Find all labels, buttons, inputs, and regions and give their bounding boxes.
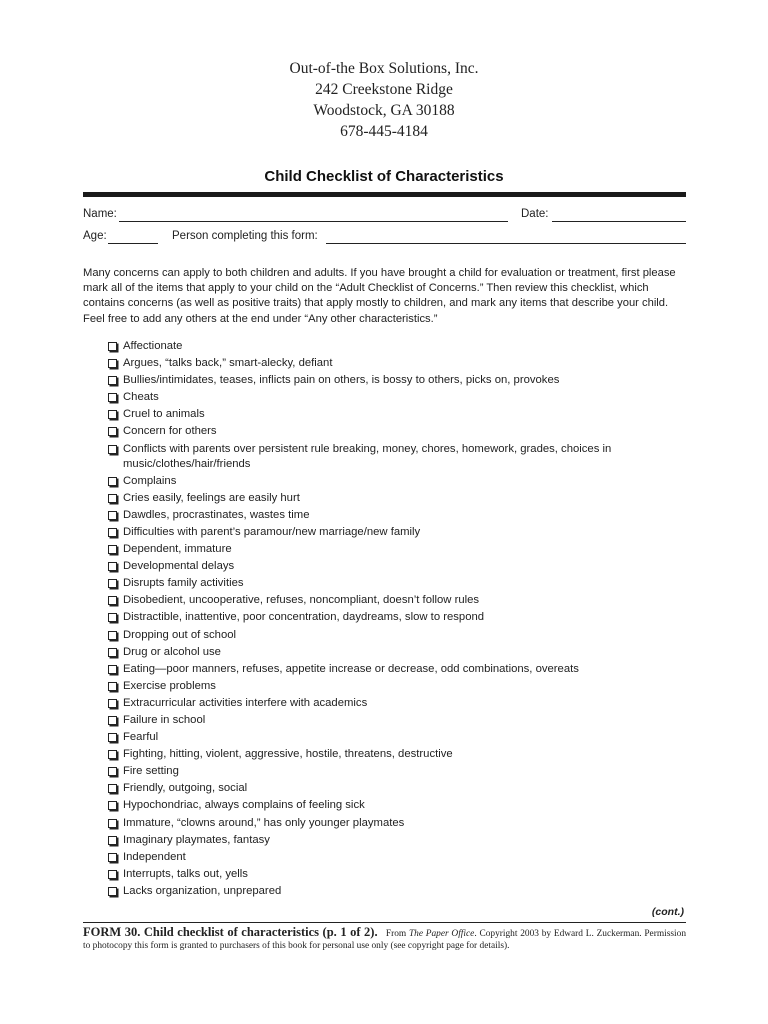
checklist-item: [107, 442, 667, 472]
checklist-item: [107, 593, 667, 608]
checklist-item-label: Cheats: [123, 391, 159, 404]
checklist-item: [107, 508, 667, 523]
checklist-item-label: Hypochondriac, always complains of feeling sick: [123, 799, 365, 812]
checkbox[interactable]: [108, 853, 117, 862]
checklist-item-label: Conflicts with parents over persistent rule breaking, money, chores, homework, grades, choices in music/clothes/hair/friends: [123, 442, 612, 470]
checklist-item: [107, 474, 667, 489]
checkbox[interactable]: [108, 767, 117, 776]
checklist-item-label: Drug or alcohol use: [123, 645, 221, 658]
checklist-item-label: Disrupts family activities: [123, 577, 244, 590]
name-date-row: [83, 208, 686, 226]
checkbox[interactable]: [108, 427, 117, 436]
checklist-item-label: Dawdles, procrastinates, wastes time: [123, 508, 310, 521]
checkbox[interactable]: [108, 750, 117, 759]
checklist-item-label: Fighting, hitting, violent, aggressive, hostile, threatens, destructive: [123, 748, 453, 761]
checklist-item: [107, 610, 667, 625]
checklist-item: [107, 884, 667, 899]
checklist-item-label: Argues, “talks back,” smart-alecky, defiant: [123, 357, 333, 370]
checklist-item-label: Failure in school: [123, 713, 206, 726]
checkbox[interactable]: [108, 613, 117, 622]
checklist-item-label: Lacks organization, unprepared: [123, 884, 282, 897]
checklist-item: [107, 764, 667, 779]
checklist-item: [107, 559, 667, 574]
checklist-item: [107, 781, 667, 796]
checkbox[interactable]: [108, 359, 117, 368]
footer-rule: [83, 922, 686, 923]
checklist-item: [107, 542, 667, 557]
checklist-item-label: Fearful: [123, 731, 159, 744]
checkbox[interactable]: [108, 393, 117, 402]
checklist-item: [107, 696, 667, 711]
checkbox[interactable]: [108, 801, 117, 810]
checkbox[interactable]: [108, 682, 117, 691]
checklist-item-label: Dependent, immature: [123, 543, 232, 556]
checklist-item-label: Extracurricular activities interfere with academics: [123, 696, 368, 709]
date-field[interactable]: [552, 221, 686, 222]
age-person-row: [83, 230, 686, 248]
age-field[interactable]: [108, 243, 158, 244]
checklist-item: [107, 424, 667, 439]
checkbox[interactable]: [108, 342, 117, 351]
title-rule: [83, 192, 686, 197]
book-title: The Paper Office: [408, 929, 475, 939]
checkbox[interactable]: [108, 528, 117, 537]
checklist-item-label: Cries easily, feelings are easily hurt: [123, 491, 300, 504]
checkbox[interactable]: [108, 596, 117, 605]
checklist-item-label: Difficulties with parent’s paramour/new marriage/new family: [123, 525, 421, 538]
checklist-item: [107, 645, 667, 660]
checkbox[interactable]: [108, 579, 117, 588]
checklist-item-label: Dropping out of school: [123, 628, 237, 641]
checklist-item: [107, 679, 667, 694]
checklist-item: [107, 662, 667, 677]
footer-copyright: . Copyright 2003 by Edward L. Zuckerman. Permission to photocopy this form is granted to purchasers of this book for personal use only (see copyright page for details).: [83, 929, 687, 951]
checkbox[interactable]: [108, 410, 117, 419]
name-label: Name:: [83, 208, 117, 220]
checklist-item: [107, 576, 667, 591]
checklist-item: [107, 339, 667, 354]
checklist-item: [107, 867, 667, 882]
checkbox[interactable]: [108, 494, 117, 503]
checklist-item: [107, 407, 667, 422]
checkbox[interactable]: [108, 819, 117, 828]
checkbox[interactable]: [108, 477, 117, 486]
checklist-item-label: Interrupts, talks out, yells: [123, 867, 248, 880]
checklist-item-label: Affectionate: [123, 340, 183, 352]
checklist-item: [107, 850, 667, 865]
checklist-item: [107, 356, 667, 371]
city-state-zip: Woodstock, GA 30188: [313, 102, 455, 119]
checklist-item-label: Eating—poor manners, refuses, appetite increase or decrease, odd combinations, overeats: [123, 662, 579, 675]
characteristics-checklist: [107, 339, 667, 901]
checklist-item: [107, 373, 667, 388]
checkbox[interactable]: [108, 648, 117, 657]
checklist-item-label: Complains: [123, 474, 177, 487]
checkbox[interactable]: [108, 445, 117, 454]
checklist-item: [107, 747, 667, 762]
checklist-item: [107, 730, 667, 745]
checkbox[interactable]: [108, 784, 117, 793]
form-title: Child Checklist of Characteristics: [264, 168, 504, 185]
checklist-item-label: Exercise problems: [123, 679, 216, 692]
continued-note: (cont.): [651, 906, 684, 918]
checkbox[interactable]: [108, 631, 117, 640]
street-address: 242 Creekstone Ridge: [315, 81, 453, 98]
checkbox[interactable]: [108, 733, 117, 742]
footer-from: From: [385, 929, 407, 939]
checkbox[interactable]: [108, 887, 117, 896]
checkbox[interactable]: [108, 511, 117, 520]
date-label: Date:: [521, 208, 549, 220]
checklist-item-label: Bullies/intimidates, teases, inflicts pain on others, is bossy to others, picks on, provokes: [123, 374, 560, 387]
phone-number: 678-445-4184: [340, 123, 428, 140]
checklist-item-label: Cruel to animals: [123, 408, 205, 421]
name-field[interactable]: [119, 221, 508, 222]
checkbox[interactable]: [108, 376, 117, 385]
checkbox[interactable]: [108, 699, 117, 708]
checklist-item-label: Independent: [123, 850, 186, 863]
checklist-item: [107, 491, 667, 506]
checklist-item-label: Concern for others: [123, 425, 217, 438]
checklist-item: [107, 816, 667, 831]
letterhead: [0, 58, 768, 142]
checkbox[interactable]: [108, 836, 117, 845]
checklist-item-label: Friendly, outgoing, social: [123, 782, 248, 795]
checklist-item-label: Distractible, inattentive, poor concentration, daydreams, slow to respond: [123, 611, 485, 624]
checklist-item: [107, 798, 667, 813]
checklist-item-label: Disobedient, uncooperative, refuses, noncompliant, doesn’t follow rules: [123, 594, 480, 607]
checklist-item: [107, 525, 667, 540]
checklist-item-label: Imaginary playmates, fantasy: [123, 833, 270, 846]
checklist-item-label: Immature, “clowns around,” has only younger playmates: [123, 816, 405, 829]
company-name: Out-of-the Box Solutions, Inc.: [289, 60, 479, 77]
form-number: FORM 30. Child checklist of characteristics (p. 1 of 2).: [83, 925, 378, 939]
checkbox[interactable]: [108, 716, 117, 725]
checklist-item: [107, 713, 667, 728]
age-label: Age:: [83, 230, 107, 242]
checklist-item: [107, 628, 667, 643]
checkbox[interactable]: [108, 562, 117, 571]
person-completing-field[interactable]: [326, 243, 686, 244]
checklist-item-label: Fire setting: [123, 765, 179, 778]
footer-citation: [83, 926, 686, 952]
instructions-paragraph: Many concerns can apply to both children and adults. If you have brought a child for evaluation or treatment, first please mark all of the items that apply to your child on the “Adult Checklist of Concerns.” Then review this checklist, which contains concerns (as well as positive traits) that apply mostly to children, and mark any items that describe your child. Feel free to add any others at the end under “Any other characteristics.”: [83, 267, 676, 325]
checkbox[interactable]: [108, 870, 117, 879]
checkbox[interactable]: [108, 665, 117, 674]
checklist-item: [107, 833, 667, 848]
checklist-item: [107, 390, 667, 405]
person-completing-label: Person completing this form:: [172, 230, 318, 242]
checkbox[interactable]: [108, 545, 117, 554]
checklist-item-label: Developmental delays: [123, 560, 235, 573]
